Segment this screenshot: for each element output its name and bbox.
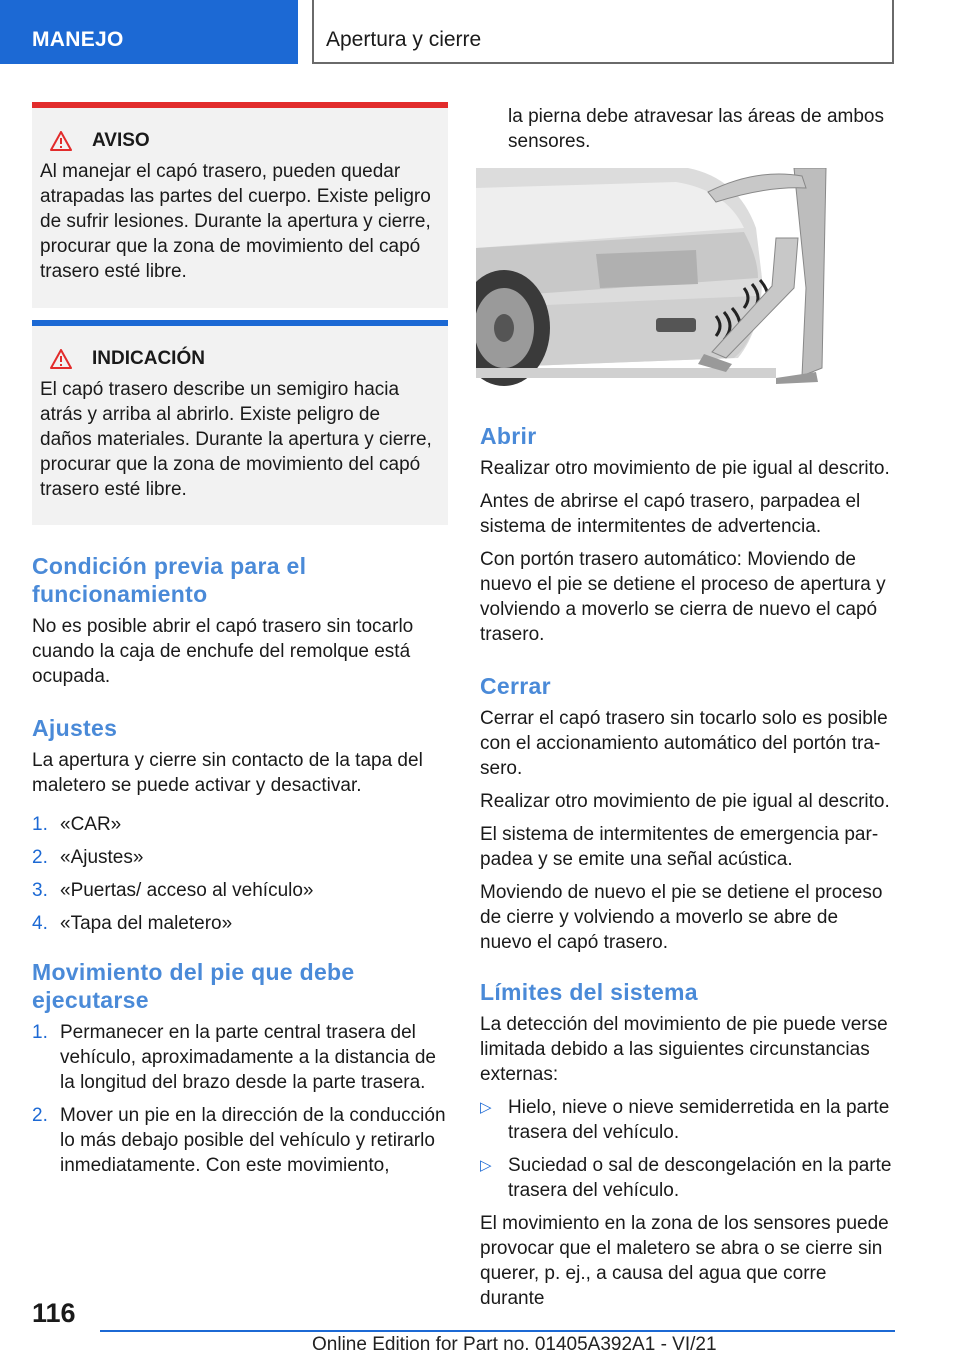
close-paragraph: Realizar otro movimiento de pie igual al descrito.: [480, 791, 890, 812]
settings-step: [32, 812, 448, 837]
step-text: Mover un pie en la dirección de la conducción lo más debajo posible del vehículo y retirarlo inmediatamente. Con este movimiento,: [60, 1105, 446, 1176]
limits-section: [480, 978, 895, 1319]
step-text: «Ajustes»: [60, 847, 144, 868]
open-section: [480, 422, 895, 655]
step-number: 4.: [32, 913, 48, 934]
close-paragraph: Cerrar el capó trasero sin tocarlo solo es posible con el accionamiento automático del portón trasero.: [480, 708, 888, 779]
page-number: 116: [32, 1298, 76, 1328]
warning-triangle-icon: [50, 131, 72, 151]
triangle-bullet-icon: ▷: [480, 1099, 492, 1116]
step-text: «Tapa del maletero»: [60, 913, 233, 934]
prereq-text: No es posible abrir el capó trasero sin tocarlo cuando la caja de enchufe del remolque está ocupada.: [32, 616, 414, 687]
settings-step: [32, 845, 448, 870]
settings-section: [32, 714, 448, 944]
warning-box: [32, 102, 448, 308]
limits-intro: La detección del movimiento de pie puede verse limitada debido a las siguientes circunstancias externas:: [480, 1014, 888, 1085]
settings-heading: Ajustes: [32, 715, 118, 741]
step-number: 2.: [32, 1105, 48, 1126]
limits-bullet: [480, 1095, 895, 1145]
limits-bullet: [480, 1153, 895, 1203]
chapter-header: [312, 0, 894, 64]
warning-text: Al manejar el capó trasero, pueden quedar atrapadas las partes del cuerpo. Existe peligro de sufrir lesiones. Durante la apertura y cierre, procurar que la zona de movimiento del capó trasero esté libre.: [40, 161, 431, 282]
movement-step: [32, 1020, 448, 1095]
step-number: 3.: [32, 880, 48, 901]
notice-box: [32, 320, 448, 525]
notice-bar: [32, 320, 448, 326]
notice-title-row: [50, 346, 434, 371]
settings-step: [32, 878, 448, 903]
settings-text: La apertura y cierre sin contacto de la tapa del maletero se puede activar y desactivar.: [32, 750, 423, 796]
bullet-text: Hielo, nieve o nieve semiderretida en la parte trasera del vehículo.: [508, 1097, 890, 1143]
limits-outro: El movimiento en la zona de los sensores puede provocar que el maletero se abra o se cierre sin querer, p. ej., a causa del agua que corre durante: [480, 1213, 889, 1309]
warning-bar: [32, 102, 448, 108]
prereq-heading: Condición previa para el funcionamiento: [32, 553, 307, 607]
open-paragraph: Realizar otro movimiento de pie igual al descrito.: [480, 458, 890, 479]
movement-step: [32, 1103, 448, 1178]
step-number: 2.: [32, 847, 48, 868]
bullet-text: Suciedad o sal de descongelación en la parte trasera del vehículo.: [508, 1155, 892, 1201]
settings-step: [32, 911, 448, 936]
triangle-bullet-icon: ▷: [480, 1157, 492, 1174]
close-heading: Cerrar: [480, 673, 551, 699]
footer-rule: [100, 1330, 895, 1332]
open-paragraph: Antes de abrirse el capó trasero, parpadea el sistema de intermitentes de advertencia.: [480, 491, 861, 537]
section-title: MANEJO: [32, 28, 124, 51]
warning-title: AVISO: [92, 130, 150, 151]
warning-title-row: [50, 128, 434, 153]
limits-heading: Límites del sistema: [480, 979, 698, 1005]
open-paragraph: Con portón trasero automático: Moviendo de nuevo el pie se detiene el proceso de apertura y volviendo a moverlo se cierra de nuevo el capó trasero.: [480, 549, 886, 645]
step-number: 1.: [32, 814, 48, 835]
step-text: «Puertas/ acceso al vehículo»: [60, 880, 314, 901]
footer-edition: Online Edition for Part no. 01405A392A1 - VI/21: [312, 1334, 717, 1355]
movement-heading: Movimiento del pie que debe ejecutarse: [32, 959, 355, 1013]
close-section: [480, 672, 895, 963]
step-number: 1.: [32, 1022, 48, 1043]
continuation-text: la pierna debe atravesar las áreas de ambos sensores.: [508, 106, 885, 152]
section-tab: [0, 0, 298, 64]
step-text: «CAR»: [60, 814, 122, 835]
notice-title: INDICACIÓN: [92, 348, 205, 369]
close-paragraph: El sistema de intermitentes de emergencia parpadea y se emite una señal acústica.: [480, 824, 879, 870]
notice-triangle-icon: [50, 349, 72, 369]
chapter-title: Apertura y cierre: [326, 28, 482, 51]
step-text: Permanecer en la parte central trasera del vehículo, aproximadamente a la distancia de la longitud del brazo desde la parte trasera.: [60, 1022, 437, 1093]
prereq-section: [32, 552, 448, 697]
kick-sensor-illustration: [476, 168, 832, 390]
movement-section: [32, 958, 448, 1186]
notice-text: El capó trasero describe un semigiro hacia atrás y arriba al abrirlo. Existe peligro de daños materiales. Durante la apertura y cierre, procurar que la zona de movimiento del capó trasero esté libre.: [40, 379, 432, 500]
close-paragraph: Moviendo de nuevo el pie se detiene el proceso de cierre y volviendo a moverlo se abre de nuevo el capó trasero.: [480, 882, 883, 953]
open-heading: Abrir: [480, 423, 537, 449]
